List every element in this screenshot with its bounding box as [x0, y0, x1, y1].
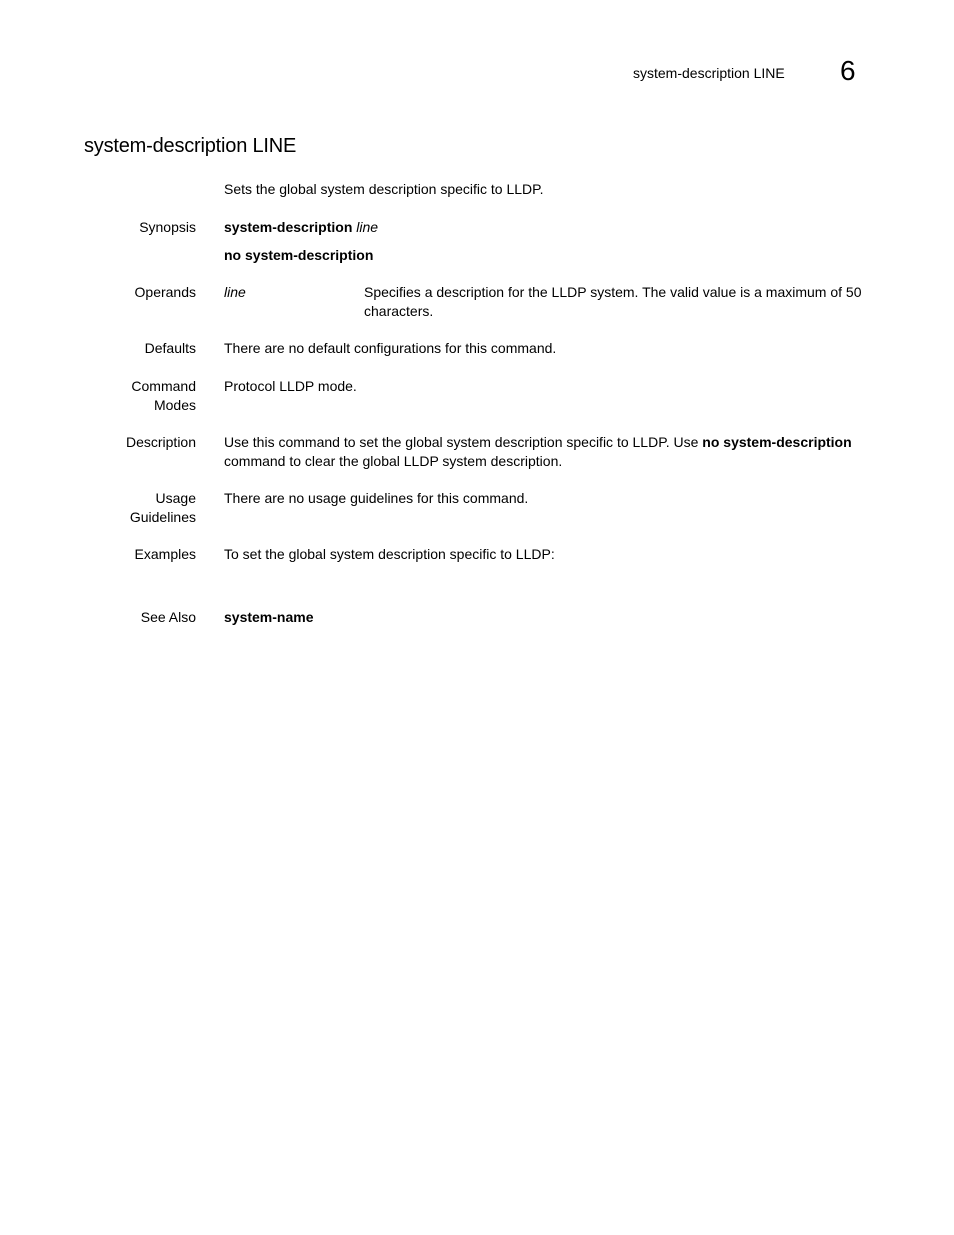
defaults-text: There are no default configurations for this command.	[224, 340, 557, 356]
operand-description: Specifies a description for the LLDP system. The valid value is a maximum of 50 characters.	[364, 284, 862, 319]
synopsis-label: Synopsis	[139, 219, 196, 235]
command-modes-label	[131, 377, 196, 415]
description-text-command: no system-description	[702, 434, 852, 450]
command-modes-label-line1: Command	[131, 378, 196, 394]
command-modes-label-line2: Modes	[153, 397, 196, 413]
description-text-post: command to clear the global LLDP system description.	[224, 453, 563, 469]
synopsis-command	[224, 218, 874, 237]
summary-text: Sets the global system description specific to LLDP.	[224, 181, 544, 197]
synopsis-command-keyword: system-description	[224, 219, 353, 235]
synopsis-no-command: no system-description	[224, 247, 374, 263]
synopsis-command-argument: line	[356, 219, 379, 235]
examples-label: Examples	[134, 546, 196, 562]
examples-text: To set the global system description specific to LLDP:	[224, 546, 555, 562]
defaults-label: Defaults	[144, 340, 196, 356]
description-text-pre: Use this command to set the global system description specific to LLDP. Use	[224, 434, 703, 450]
section-title: system-description LINE	[84, 135, 297, 157]
running-header	[0, 56, 954, 90]
operands-label: Operands	[134, 284, 196, 300]
usage-label	[130, 489, 196, 527]
see-also-link[interactable]: system-name	[224, 609, 314, 625]
operand-name: line	[224, 284, 246, 300]
description-text	[224, 433, 874, 471]
chapter-number: 6	[840, 55, 856, 86]
running-header-title: system-description LINE	[633, 65, 785, 81]
see-also-label: See Also	[140, 609, 196, 625]
description-label: Description	[125, 434, 196, 450]
usage-label-line2: Guidelines	[129, 509, 196, 525]
usage-text: There are no usage guidelines for this command.	[224, 490, 529, 506]
command-modes-text: Protocol LLDP mode.	[224, 378, 357, 394]
usage-label-line1: Usage	[155, 490, 196, 506]
